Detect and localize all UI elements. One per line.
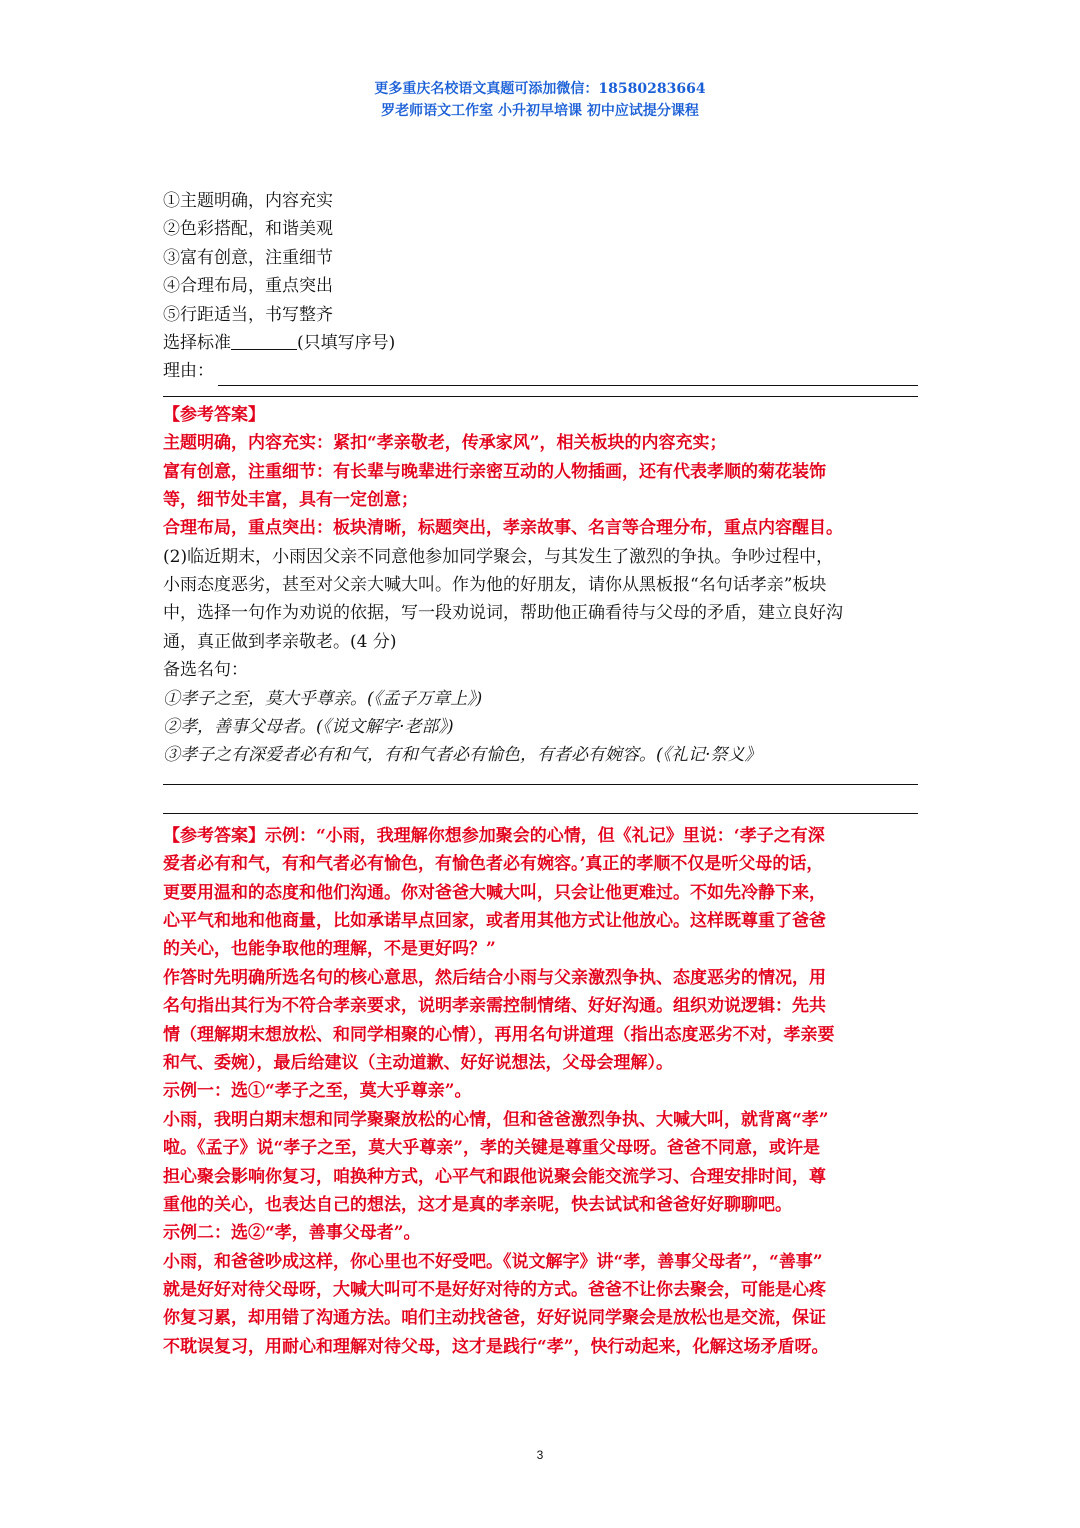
answer-rule [163,784,918,785]
reason-answer-line [218,365,918,386]
answer-line: 的关心，也能争取他的理解，不是更好吗？” [163,939,496,960]
page-header [0,78,1080,122]
question-line: 小雨态度恶劣，甚至对父亲大喊大叫。作为他的好朋友，请你从黑板报“名句话孝亲”板块 [163,575,827,596]
select-label: 选择标准 [163,332,231,353]
reason-row [163,357,918,385]
quote-item: ③孝子之有深爱者必有和气，有和气者必有愉色，有者必有婉容。(《礼记·祭义》 [163,745,762,766]
answer-line: 情（理解期末想放松、和同学相聚的心情），再用名句讲道理（指出态度恶劣不对，孝亲要 [163,1024,835,1045]
document-body [163,187,918,1361]
question-line: 通，真正做到孝亲敬老。(4 分) [163,631,397,652]
option-item: ⑤行距适当，书写整齐 [163,304,333,325]
answer-line: 合理布局，重点突出：板块清晰，标题突出，孝亲故事、名言等合理分布，重点内容醒目。 [163,518,843,539]
header-contact-line: 更多重庆名校语文真题可添加微信：18580283664 [374,81,706,97]
answer-line: 富有创意，注重细节：有长辈与晚辈进行亲密互动的人物插画，还有代表孝顺的菊花装饰 [163,461,826,482]
option-item: ③富有创意，注重细节 [163,247,333,268]
option-item: ②色彩搭配，和谐美观 [163,219,333,240]
answer-line: 小雨，我明白期末想和同学聚聚放松的心情，但和爸爸激烈争执、大喊大叫，就背离“孝” [163,1109,829,1130]
answer-line: 重他的关心，也表达自己的想法，这才是真的孝亲呢，快去试试和爸爸好好聊聊吧。 [163,1194,792,1215]
answer-line: 和气、委婉），最后给建议（主动道歉、好好说想法，父母会理解）。 [163,1052,673,1073]
quote-item: ①孝子之至，莫大乎尊亲。(《孟子万章上》) [163,688,483,709]
answer-line: 主题明确，内容充实：紧扣“孝亲敬老，传承家风”，相关板块的内容充实； [163,433,727,454]
answer-blank [231,332,297,350]
answer-line: 啦。《孟子》说“孝子之至，莫大乎尊亲”，孝的关键是尊重父母呀。爸爸不同意，或许是 [163,1138,821,1159]
option-item: ①主题明确，内容充实 [163,191,333,211]
select-standard-row [163,329,918,357]
select-hint: (只填写序号) [297,332,396,353]
answer-line: 担心聚会影响你复习，咱换种方式，心平气和跟他说聚会能交流学习、合理安排时间，尊 [163,1166,826,1187]
answer-line: 名句指出其行为不符合孝亲要求，说明孝亲需控制情绪、好好沟通。组织劝说逻辑：先共 [163,996,826,1017]
answer-line: 示例二：选②“孝，善事父母者”。 [163,1223,421,1244]
answer-line: 心平气和地和他商量，比如承诺早点回家，或者用其他方式让他放心。这样既尊重了爸爸 [163,910,826,931]
answer-line: 就是好好对待父母呀，大喊大叫可不是好好对待的方式。爸爸不让你去聚会，可能是心疼 [163,1280,826,1301]
answer-line: 你复习累，却用错了沟通方法。咱们主动找爸爸，好好说同学聚会是放松也是交流，保证 [163,1308,826,1329]
answer-line: 小雨，和爸爸吵成这样，你心里也不好受吧。《说文解字》讲“孝，善事父母者”，“善事” [163,1251,823,1272]
reason-label: 理由： [163,361,214,382]
page-number: 3 [536,1448,544,1462]
option-item: ④合理布局，重点突出 [163,276,333,297]
header-studio-line: 罗老师语文工作室 小升初早培课 初中应试提分课程 [381,103,699,119]
answer-line: 不耽误复习，用耐心和理解对待父母，这才是践行“孝”，快行动起来，化解这场矛盾呀。 [163,1336,829,1357]
question-line: 中，选择一句作为劝说的依据，写一段劝说词，帮助他正确看待与父母的矛盾，建立良好沟 [163,603,843,624]
answer-line: 示例一：选①“孝子之至，莫大乎尊亲”。 [163,1081,472,1102]
answer-heading: 【参考答案】 [163,404,265,425]
question-line: (2)临近期末，小雨因父亲不同意他参加同学聚会，与其发生了激烈的争执。争吵过程中， [163,546,834,567]
answer-line: 作答时先明确所选名句的核心意思，然后结合小雨与父亲激烈争执、态度恶劣的情况，用 [163,967,826,988]
answer-line: 爱者必有和气，有和气者必有愉色，有愉色者必有婉容。’真正的孝顺不仅是听父母的话， [163,854,824,875]
question-line: 备选名句： [163,660,248,681]
answer-line: 更要用温和的态度和他们沟通。你对爸爸大喊大叫，只会让他更难过。不如先冷静下来， [163,882,826,903]
answer-line: 【参考答案】示例：“小雨，我理解你想参加聚会的心情，但《礼记》里说：‘孝子之有深 [163,825,825,846]
quote-item: ②孝，善事父母者。(《说文解字·老部》) [163,717,454,738]
answer-line: 等，细节处丰富，具有一定创意； [163,489,418,510]
